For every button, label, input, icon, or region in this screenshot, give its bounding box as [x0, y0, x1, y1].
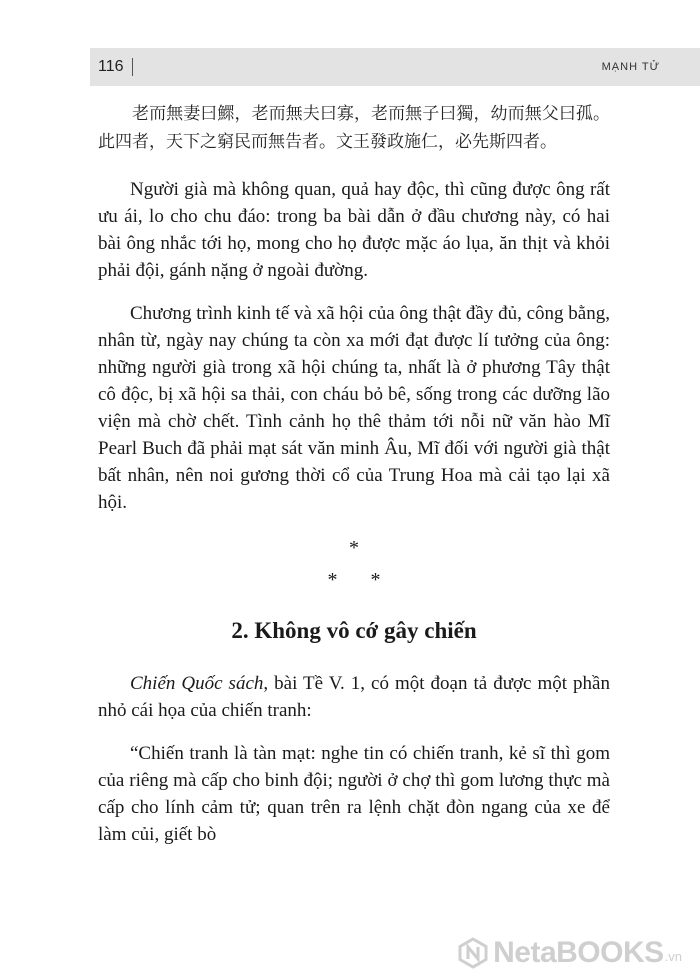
running-title: MẠNH TỬ [601, 61, 660, 73]
watermark-suffix: .vn [664, 949, 682, 964]
page-content [98, 100, 610, 864]
paragraph-2: Chương trình kinh tế và xã hội của ông thật đầy đủ, công bằng, nhân từ, ngày nay chúng ta còn xa mới đạt được lí tưởng của ông: những người già trong xã hội chúng ta, nhất là ở phương Tây thật cô độc, bị xã hội sa thải, con cháu bỏ bê, sống trong các dưỡng lão viện mà chờ chết. Tình cảnh họ thê thảm tới nỗi nữ văn hào Mĩ Pearl Buch đã phải mạt sát văn minh Âu, Mĩ đối với người già thật bất nhân, nên noi gương thời cổ của Trung Hoa mà cải tạo lại xã hội. [98, 303, 610, 513]
paragraph-3 [98, 670, 610, 724]
paragraph-4: “Chiến tranh là tàn mạt: nghe tin có chiến tranh, kẻ sĩ thì gom của riêng mà cấp cho binh đội; người ở chợ thì gom lương thực mà cấp cho lính cảm tử; quan trên ra lệnh chặt đòn ngang của xe để làm củi, giết bò [98, 743, 610, 845]
paragraph-1: Người già mà không quan, quả hay độc, thì cũng được ông rất ưu ái, lo cho chu đáo: trong ba bài dẫn ở đầu chương này, có hai bài ông nhắc tới họ, mong cho họ được mặc áo lụa, ăn thịt và khỏi phải đội, gánh nặng ở ngoài đường. [98, 179, 610, 281]
divider-stars-bottom: * * [327, 569, 395, 591]
watermark [457, 936, 682, 970]
section-heading: 2. Không vô cớ gây chiến [231, 618, 477, 643]
header-separator [132, 58, 133, 76]
divider-star-top: * [349, 537, 359, 559]
paragraph-3-text: , bài Tề V. 1, có một đoạn tả được một phần nhỏ cái họa của chiến tranh: [98, 673, 610, 721]
page-header [90, 48, 700, 86]
chinese-quote: 老而無妻曰鰥，老而無夫曰寡，老而無子曰獨，幼而無父曰孤。此四者，天下之窮民而無告者。文王發政施仁，必先斯四者。 [98, 104, 610, 152]
book-title-italic: Chiến Quốc sách [130, 673, 264, 694]
netabooks-logo-icon [457, 937, 489, 969]
watermark-text: NetaBOOKS [493, 936, 664, 969]
section-divider [98, 532, 610, 596]
page-number: 116 [98, 58, 124, 75]
